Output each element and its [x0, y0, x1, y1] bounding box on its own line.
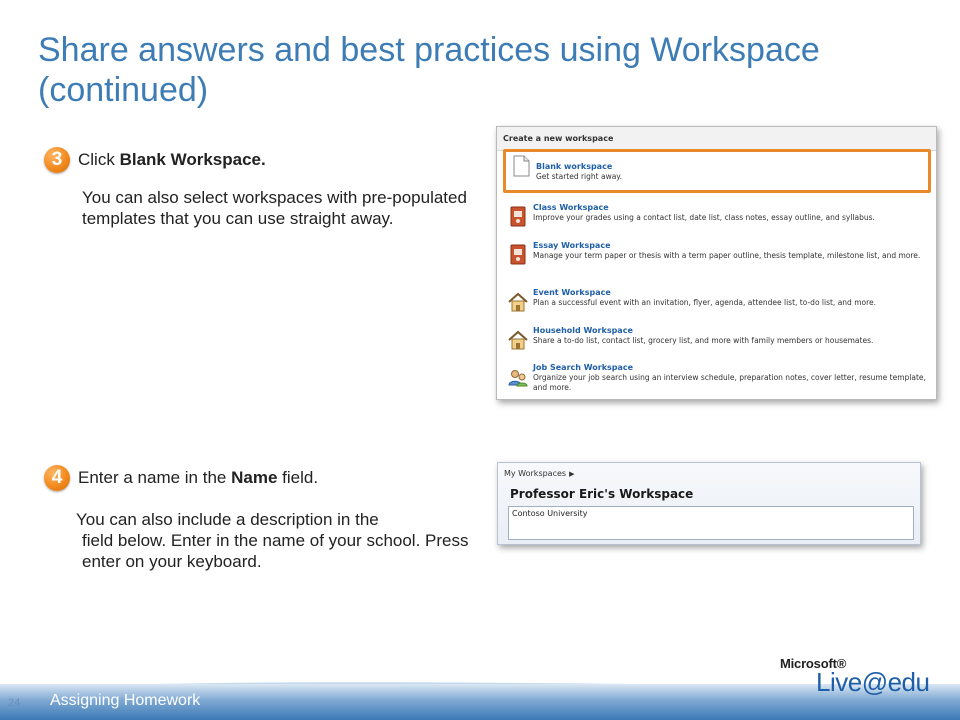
- breadcrumb-link[interactable]: My Workspaces: [504, 469, 567, 478]
- workspace-option-blank[interactable]: [503, 149, 931, 193]
- chevron-right-icon: ▶: [569, 470, 575, 478]
- workspace-option-description: Share a to-do list, contact list, grocery list, and more with family members or housemates.: [533, 336, 874, 345]
- workspace-name-field[interactable]: Professor Eric's Workspace: [510, 487, 694, 501]
- notebook-icon: [507, 243, 529, 267]
- workspace-option-title: Household Workspace: [533, 326, 633, 335]
- step-3: [44, 147, 474, 267]
- workspace-option-event[interactable]: [503, 288, 931, 324]
- step-instruction-bold: Blank Workspace.: [119, 150, 266, 169]
- panel-title: Create a new workspace: [497, 127, 936, 151]
- workspace-option-household[interactable]: [503, 326, 931, 362]
- workspace-option-job-search[interactable]: [503, 363, 931, 399]
- blank-document-icon: [510, 154, 532, 178]
- breadcrumb[interactable]: [504, 469, 574, 478]
- step-instruction-text: Enter a name in the: [78, 468, 232, 487]
- step-note: [76, 509, 476, 572]
- workspace-option-essay[interactable]: [503, 241, 931, 285]
- workspace-option-title: Essay Workspace: [533, 241, 611, 250]
- step-note-line: field below. Enter in the name of your school. Press enter on your keyboard.: [82, 531, 469, 571]
- workspace-option-title: Event Workspace: [533, 288, 611, 297]
- page-number: 24: [8, 697, 21, 709]
- step-note: You can also select workspaces with pre-populated templates that you can use straight away.: [82, 188, 467, 228]
- footer-label: Assigning Homework: [50, 692, 201, 709]
- description-field[interactable]: Contoso University: [508, 506, 914, 540]
- workspace-name-panel: [497, 462, 921, 545]
- live-edu-wordmark: Live@edu: [816, 667, 930, 697]
- workspace-option-description: Plan a successful event with an invitation, flyer, agenda, attendee list, to-do list, and more.: [533, 298, 877, 307]
- workspace-option-title: Blank workspace: [536, 162, 613, 171]
- notebook-icon: [507, 205, 529, 229]
- slide-title: Share answers and best practices using Workspace (continued): [38, 31, 820, 109]
- step-4: [44, 465, 474, 585]
- house-icon: [507, 290, 529, 314]
- workspace-option-description: Organize your job search using an interview schedule, preparation notes, cover letter, resume template, and more.: [533, 373, 926, 392]
- live-edu-logo: [780, 656, 940, 702]
- workspace-option-title: Job Search Workspace: [533, 363, 634, 372]
- step-instruction-text-end: field.: [277, 468, 319, 487]
- step-instruction-text: Click: [78, 150, 120, 169]
- step-number-badge: 3: [44, 147, 70, 173]
- workspace-option-description: Manage your term paper or thesis with a term paper outline, thesis template, milestone list, and more.: [533, 251, 921, 260]
- workspace-option-title: Class Workspace: [533, 203, 609, 212]
- microsoft-wordmark: Microsoft®: [780, 656, 847, 671]
- house-icon: [507, 328, 529, 352]
- workspace-option-description: Improve your grades using a contact list, date list, class notes, essay outline, and syllabus.: [533, 213, 875, 222]
- step-instruction: [78, 150, 266, 170]
- step-note-line: You can also include a description in the: [76, 510, 379, 529]
- workspace-option-description: Get started right away.: [536, 172, 623, 181]
- create-workspace-panel: [496, 126, 937, 400]
- step-number-badge: 4: [44, 465, 70, 491]
- workspace-option-class[interactable]: [503, 203, 931, 239]
- step-instruction-bold: Name: [231, 468, 278, 487]
- people-icon: [507, 365, 529, 389]
- step-instruction: [78, 468, 318, 488]
